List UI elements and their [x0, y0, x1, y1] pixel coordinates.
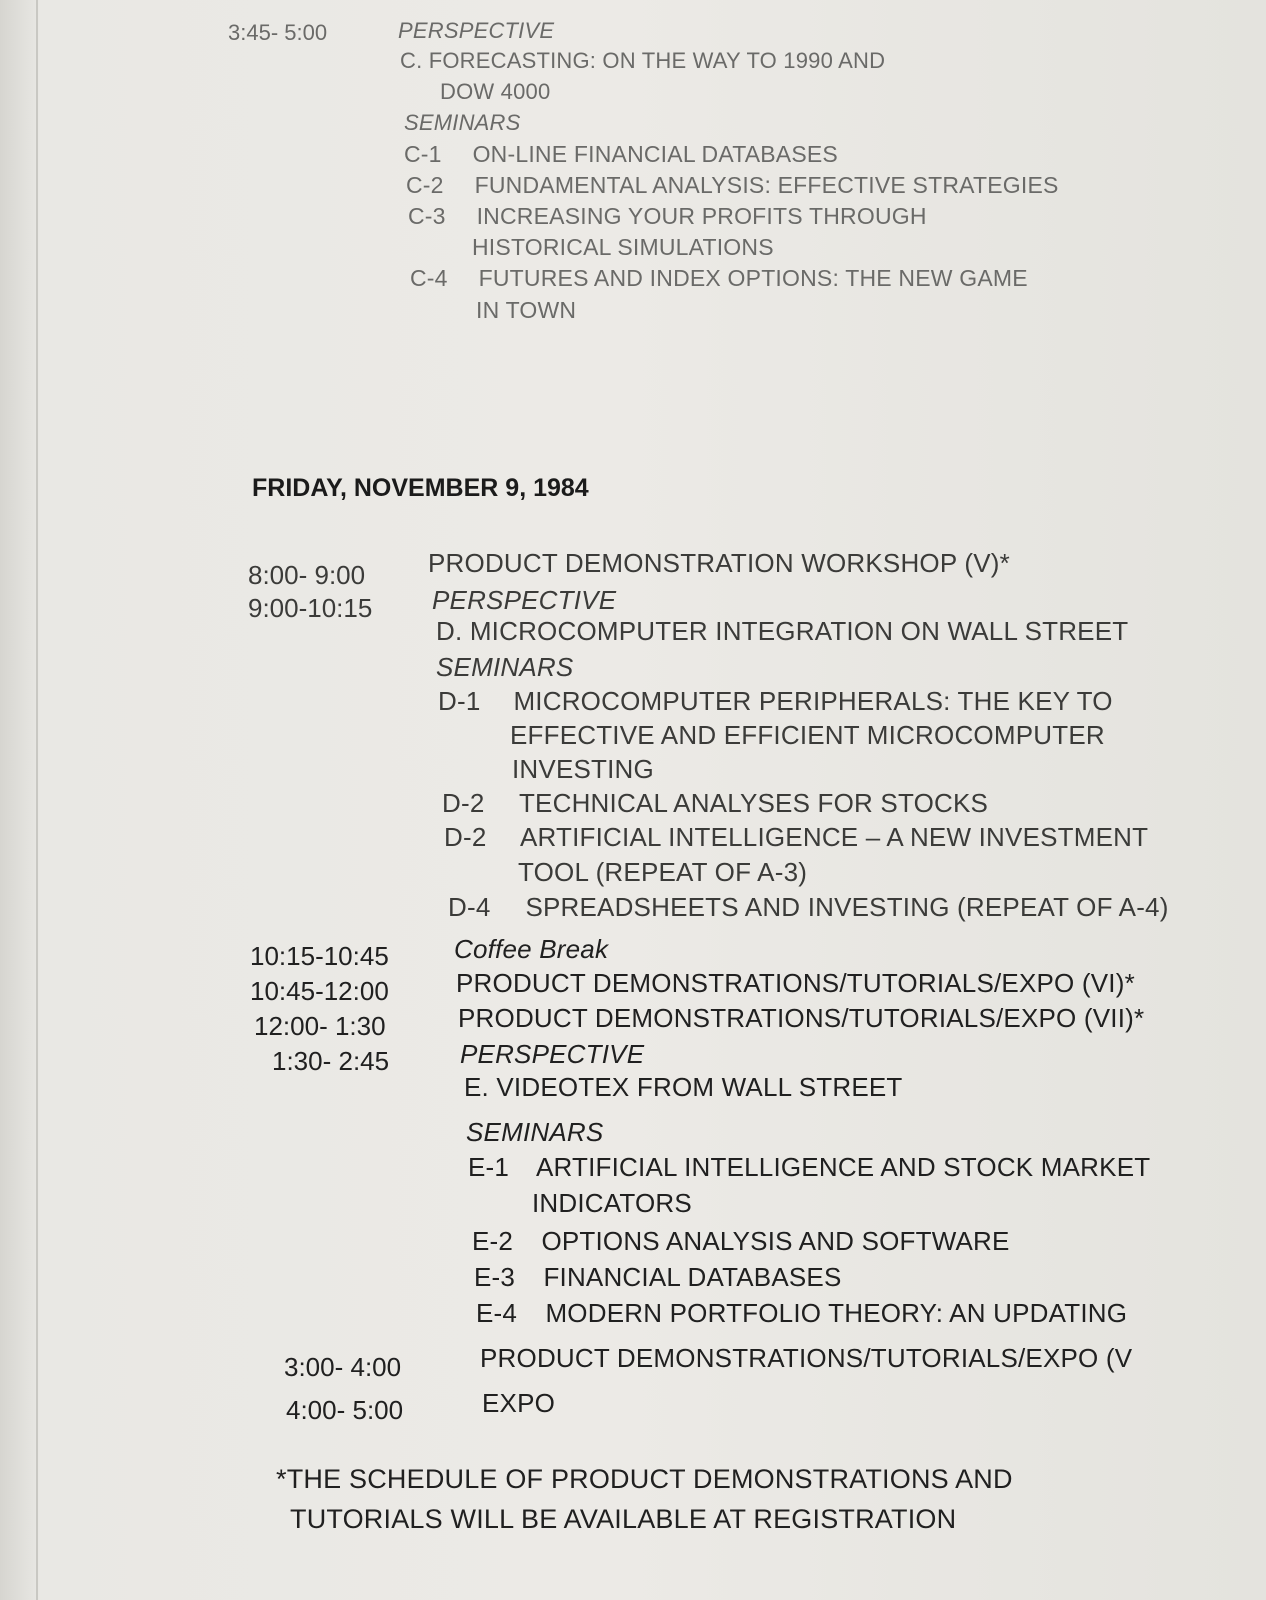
time-slot-130: 1:30- 2:45 [272, 1046, 390, 1076]
seminar-d1-line2: EFFECTIVE AND EFFICIENT MICROCOMPUTER [510, 720, 1105, 750]
seminar-title: ON-LINE FINANCIAL DATABASES [472, 141, 838, 167]
seminar-d1-line3: INVESTING [512, 754, 654, 784]
seminar-e4 [476, 1298, 1127, 1329]
seminar-d2b-line2: TOOL (REPEAT OF A-3) [518, 857, 808, 887]
time-slot-900: 9:00-10:15 [248, 593, 373, 623]
date-heading: FRIDAY, NOVEMBER 9, 1984 [252, 474, 589, 502]
seminar-d1 [438, 686, 1113, 717]
seminar-code: E-2 [472, 1226, 514, 1256]
seminar-code: C-4 [410, 265, 448, 291]
seminar-e1-line2: INDICATORS [532, 1188, 692, 1218]
seminars-label: SEMINARS [404, 110, 521, 135]
seminar-code: C-2 [406, 172, 444, 198]
seminar-code: C-1 [404, 141, 442, 167]
time-slot-800: 8:00- 9:00 [248, 560, 366, 590]
seminar-title: ARTIFICIAL INTELLIGENCE – A NEW INVESTMENT [520, 822, 1149, 852]
seminar-c3 [408, 203, 927, 230]
perspective-label: PERSPECTIVE [432, 585, 617, 615]
seminar-c3-line2: HISTORICAL SIMULATIONS [472, 234, 774, 260]
perspective-e-line1: E. VIDEOTEX FROM WALL STREET [464, 1072, 903, 1102]
slot-1200-text: PRODUCT DEMONSTRATIONS/TUTORIALS/EXPO (VII)* [458, 1003, 1145, 1033]
time-slot-400: 4:00- 5:00 [286, 1395, 404, 1425]
perspective-label: PERSPECTIVE [460, 1039, 645, 1069]
time-slot-1015: 10:15-10:45 [250, 941, 389, 971]
seminar-title: ARTIFICIAL INTELLIGENCE AND STOCK MARKET [536, 1152, 1151, 1182]
seminar-title: MODERN PORTFOLIO THEORY: AN UPDATING [545, 1298, 1128, 1328]
seminar-c1 [404, 141, 838, 168]
coffee-break: Coffee Break [454, 934, 609, 964]
seminar-c2 [406, 172, 1059, 199]
seminar-title: SPREADSHEETS AND INVESTING (REPEAT OF A-4) [525, 892, 1169, 922]
seminar-title: MICROCOMPUTER PERIPHERALS: THE KEY TO [513, 686, 1113, 716]
seminar-c4 [410, 265, 1028, 292]
seminar-c4-line2: IN TOWN [476, 297, 577, 323]
footnote-line1: *THE SCHEDULE OF PRODUCT DEMONSTRATIONS AND [276, 1464, 1013, 1494]
seminars-label: SEMINARS [466, 1117, 604, 1147]
seminar-title: FINANCIAL DATABASES [543, 1262, 842, 1292]
slot-800-text: PRODUCT DEMONSTRATION WORKSHOP (V)* [428, 548, 1010, 578]
seminar-code: D-4 [448, 892, 491, 922]
slot-1045-text: PRODUCT DEMONSTRATIONS/TUTORIALS/EXPO (VI)* [456, 968, 1135, 998]
seminar-d4 [448, 892, 1169, 923]
seminar-code: D-2 [444, 822, 487, 852]
slot-400-text: EXPO [482, 1388, 556, 1418]
time-slot-345: 3:45- 5:00 [228, 20, 328, 45]
seminar-title: TECHNICAL ANALYSES FOR STOCKS [518, 788, 989, 818]
perspective-c-line2: DOW 4000 [440, 79, 551, 104]
perspective-c-line1: C. FORECASTING: ON THE WAY TO 1990 AND [400, 48, 886, 73]
seminar-code: C-3 [408, 203, 446, 229]
seminar-code: E-3 [474, 1262, 516, 1292]
seminar-d2b [444, 822, 1148, 853]
seminar-code: D-1 [438, 686, 481, 716]
seminar-title: FUTURES AND INDEX OPTIONS: THE NEW GAME [478, 265, 1028, 291]
seminar-code: E-1 [468, 1152, 510, 1182]
time-slot-300: 3:00- 4:00 [284, 1352, 402, 1382]
seminar-code: D-2 [442, 788, 485, 818]
seminar-title: FUNDAMENTAL ANALYSIS: EFFECTIVE STRATEGIES [474, 172, 1059, 198]
perspective-d-line1: D. MICROCOMPUTER INTEGRATION ON WALL STREET [436, 616, 1129, 646]
time-slot-1200: 12:00- 1:30 [254, 1011, 386, 1041]
seminar-e3 [474, 1262, 842, 1293]
footnote-line2: TUTORIALS WILL BE AVAILABLE AT REGISTRATION [290, 1504, 957, 1534]
time-slot-1045: 10:45-12:00 [250, 976, 389, 1006]
seminar-title: INCREASING YOUR PROFITS THROUGH [476, 203, 927, 229]
seminar-d2a [442, 788, 988, 819]
seminar-code: E-4 [476, 1298, 518, 1328]
perspective-label: PERSPECTIVE [398, 18, 555, 43]
seminar-e2 [472, 1226, 1010, 1257]
seminar-e1 [468, 1152, 1150, 1183]
seminars-label: SEMINARS [436, 652, 574, 682]
seminar-title: OPTIONS ANALYSIS AND SOFTWARE [541, 1226, 1010, 1256]
slot-300-text: PRODUCT DEMONSTRATIONS/TUTORIALS/EXPO (V [480, 1343, 1133, 1373]
